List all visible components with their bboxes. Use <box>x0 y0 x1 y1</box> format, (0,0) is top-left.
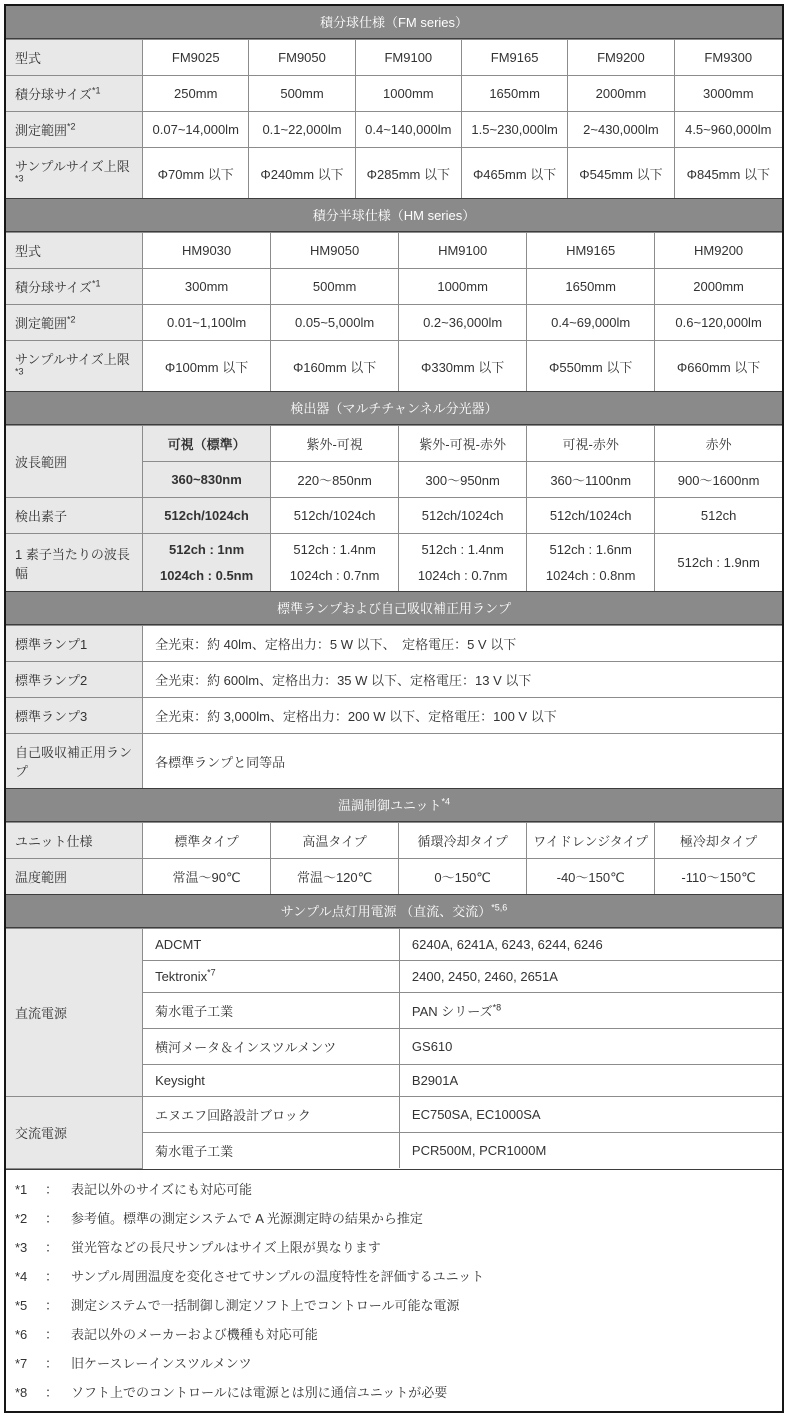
row-label-cell: サンプルサイズ上限$^{*3}$ <box>6 148 143 199</box>
value-cell: Φ545mm 以下 <box>568 148 674 199</box>
row-label-cell: 測定範囲$^{*2}$ <box>6 112 143 148</box>
value-cell: Φ285mm 以下 <box>355 148 461 199</box>
section-title: 積分球仕様（FM series） <box>319 15 469 30</box>
value-cell: 全光束：約 600lm、定格出力：35 W 以下、定格電圧：13 V 以下 <box>143 662 782 698</box>
footnote-number: *4 <box>15 1268 28 1284</box>
value-cell: Keysight <box>143 1065 400 1097</box>
footnote-separator: ： <box>45 1355 59 1371</box>
spec-sheet <box>4 4 784 1413</box>
value-cell: ADCMT <box>143 929 400 961</box>
section-header <box>6 788 782 822</box>
value-cell: 500mm <box>271 269 399 305</box>
value-cell: 1000mm <box>355 76 461 112</box>
value-cell: 3000mm <box>674 76 782 112</box>
value-line: 1024ch : 0.8nm <box>545 568 636 583</box>
value-cell: 各標準ランプと同等品 <box>143 734 782 789</box>
value-cell: PAN シリーズ$^{*8}$ <box>399 993 782 1029</box>
value-cell: 1000mm <box>399 269 527 305</box>
value-cell: 1650mm <box>461 76 567 112</box>
footnote-separator: ： <box>45 1181 59 1197</box>
value-line: 1024ch : 0.7nm <box>289 568 380 583</box>
value-cell: 500mm <box>249 76 355 112</box>
row-label-cell: ユニット仕様 <box>6 823 143 859</box>
value-cell: 2~430,000lm <box>568 112 674 148</box>
value-cell: 360~830nm <box>143 462 271 498</box>
value-line: 1024ch : 0.5nm <box>159 568 254 583</box>
footnote-text: サンプル周囲温度を変化させてサンプルの温度特性を評価するユニット <box>71 1268 485 1284</box>
section-header <box>6 198 782 232</box>
spec-table <box>6 625 782 788</box>
table-row <box>6 698 782 734</box>
footnote-separator: ： <box>45 1268 59 1284</box>
row-label-cell: 型式 <box>6 233 143 269</box>
footnote-ref: *2 <box>67 314 76 325</box>
value-cell: 0.6~120,000lm <box>655 305 782 341</box>
value-cell: EC750SA, EC1000SA <box>399 1097 782 1133</box>
footnote-ref: *7 <box>207 967 216 978</box>
footnote-text: 参考値。標準の測定システムで A 光源測定時の結果から推定 <box>71 1210 423 1226</box>
footnote-separator: ： <box>45 1210 59 1226</box>
value-line: 1024ch : 0.7nm <box>417 568 508 583</box>
table-row <box>6 929 782 961</box>
footnote-ref: *3 <box>15 173 24 184</box>
value-cell: 512ch : 1.9nm <box>655 534 782 592</box>
value-cell: 常温～90℃ <box>143 859 271 895</box>
value-cell: 512ch/1024ch <box>399 498 527 534</box>
value-cell: Φ240mm 以下 <box>249 148 355 199</box>
table-row <box>6 1097 782 1133</box>
value-cell: 紫外-可視 <box>271 426 399 462</box>
section-title-footnote-ref: *4 <box>441 796 450 807</box>
section-title: 検出器（マルチチャンネル分光器） <box>290 401 498 416</box>
footnote-ref: *3 <box>15 366 24 377</box>
value-cell: FM9300 <box>674 40 782 76</box>
row-label-cell: 1 素子当たりの波長幅 <box>6 534 143 592</box>
value-cell: B2901A <box>399 1065 782 1097</box>
footnote-text: 蛍光管などの長尺サンプルはサイズ上限が異なります <box>71 1239 381 1255</box>
value-cell: HM9100 <box>399 233 527 269</box>
value-cell: HM9050 <box>271 233 399 269</box>
value-cell: 300〜950nm <box>399 462 527 498</box>
value-cell: HM9030 <box>143 233 271 269</box>
value-line: 512ch : 1.4nm <box>293 542 376 557</box>
value-cell: Tektronix$^{*7}$ <box>143 961 400 993</box>
table-row <box>6 859 782 895</box>
row-label-cell: 標準ランプ1 <box>6 626 143 662</box>
section-title: 標準ランプおよび自己吸収補正用ランプ <box>276 601 511 616</box>
row-label-cell: 波長範囲 <box>6 426 143 498</box>
value-cell: 0.01~1,100lm <box>143 305 271 341</box>
spec-table <box>6 425 782 591</box>
footnote-line <box>6 1377 782 1406</box>
value-cell: 赤外 <box>655 426 782 462</box>
table-row <box>6 823 782 859</box>
value-cell: FM9165 <box>461 40 567 76</box>
footnote-line <box>6 1290 782 1319</box>
row-label-cell: サンプルサイズ上限$^{*3}$ <box>6 341 143 392</box>
value-cell: 900〜1600nm <box>655 462 782 498</box>
row-label-cell: 積分球サイズ$^{*1}$ <box>6 76 143 112</box>
value-cell: 4.5~960,000lm <box>674 112 782 148</box>
value-cell: 512ch/1024ch <box>143 498 271 534</box>
footnote-ref: *8 <box>492 1002 502 1013</box>
value-line: 512ch : 1.6nm <box>549 542 632 557</box>
value-cell: 可視-赤外 <box>527 426 655 462</box>
value-cell: 全光束：約 40lm、定格出力：5 W 以下、 定格電圧：5 V 以下 <box>143 626 782 662</box>
table-row <box>6 734 782 789</box>
value-cell: 横河メータ＆インスツルメンツ <box>143 1029 400 1065</box>
row-label-cell: 標準ランプ2 <box>6 662 143 698</box>
footnote-number: *2 <box>15 1210 28 1226</box>
footnote-line <box>6 1203 782 1232</box>
value-cell: Φ660mm 以下 <box>655 341 782 392</box>
value-cell: FM9050 <box>249 40 355 76</box>
footnote-number: *7 <box>15 1355 28 1371</box>
row-label-cell: 標準ランプ3 <box>6 698 143 734</box>
value-cell: 菊水電子工業 <box>143 993 400 1029</box>
spec-table <box>6 928 782 1169</box>
footnote-line <box>6 1348 782 1377</box>
value-cell: Φ100mm 以下 <box>143 341 271 392</box>
value-cell: -40～150℃ <box>527 859 655 895</box>
value-cell: 2000mm <box>655 269 782 305</box>
table-row <box>6 662 782 698</box>
row-label-cell: 温度範囲 <box>6 859 143 895</box>
footnote-text: ソフト上でのコントロールには電源とは別に通信ユニットが必要 <box>71 1384 448 1400</box>
footnote-number: *5 <box>15 1297 28 1313</box>
value-cell <box>399 534 527 592</box>
value-cell: PCR500M, PCR1000M <box>399 1133 782 1169</box>
footnote-line <box>6 1261 782 1290</box>
spec-table <box>6 822 782 894</box>
value-cell: 高温タイプ <box>271 823 399 859</box>
value-cell: 0.07~14,000lm <box>143 112 249 148</box>
value-cell: ワイドレンジタイプ <box>527 823 655 859</box>
value-cell: 300mm <box>143 269 271 305</box>
footnote-line <box>6 1174 782 1203</box>
table-row <box>6 269 782 305</box>
value-cell: 1650mm <box>527 269 655 305</box>
value-cell: Φ550mm 以下 <box>527 341 655 392</box>
value-cell: Φ70mm 以下 <box>143 148 249 199</box>
table-row <box>6 305 782 341</box>
value-cell: 512ch/1024ch <box>527 498 655 534</box>
table-row <box>6 148 782 199</box>
value-cell: -110～150℃ <box>655 859 782 895</box>
value-cell: FM9100 <box>355 40 461 76</box>
row-label-cell: 測定範囲$^{*2}$ <box>6 305 143 341</box>
value-cell: 菊水電子工業 <box>143 1133 400 1169</box>
value-cell: 2400, 2450, 2460, 2651A <box>399 961 782 993</box>
value-cell: FM9200 <box>568 40 674 76</box>
value-cell: 標準タイプ <box>143 823 271 859</box>
section-header <box>6 591 782 625</box>
row-label-cell: 交流電源 <box>6 1097 143 1169</box>
footnote-line <box>6 1319 782 1348</box>
footnote-ref: *1 <box>91 85 101 96</box>
value-cell: 0.05~5,000lm <box>271 305 399 341</box>
section-title-footnote-ref: *5,6 <box>491 902 508 913</box>
footnote-line <box>6 1232 782 1261</box>
value-cell: 0.2~36,000lm <box>399 305 527 341</box>
footnote-number: *6 <box>15 1326 28 1342</box>
footnote-text: 表記以外のサイズにも対応可能 <box>71 1181 252 1197</box>
value-cell: 360〜1100nm <box>527 462 655 498</box>
table-row <box>6 498 782 534</box>
footnote-number: *1 <box>15 1181 28 1197</box>
section-title: 積分半球仕様（HM series） <box>312 208 476 223</box>
value-cell: 0～150℃ <box>399 859 527 895</box>
value-cell: 0.1~22,000lm <box>249 112 355 148</box>
spec-table <box>6 232 782 391</box>
value-cell: Φ160mm 以下 <box>271 341 399 392</box>
value-cell <box>271 534 399 592</box>
footnotes <box>6 1169 782 1411</box>
section-header <box>6 391 782 425</box>
value-cell: 6240A, 6241A, 6243, 6244, 6246 <box>399 929 782 961</box>
value-cell: 512ch/1024ch <box>271 498 399 534</box>
value-cell: 可視（標準） <box>143 426 271 462</box>
footnote-separator: ： <box>45 1384 59 1400</box>
table-row <box>6 233 782 269</box>
footnote-number: *8 <box>15 1384 28 1400</box>
value-cell: 250mm <box>143 76 249 112</box>
table-row <box>6 112 782 148</box>
value-cell <box>143 534 271 592</box>
section-title: サンプル点灯用電源 （直流、交流） <box>280 904 492 919</box>
section-title: 温調制御ユニット <box>338 798 442 813</box>
table-row <box>6 626 782 662</box>
footnote-text: 表記以外のメーカーおよび機種も対応可能 <box>71 1326 318 1342</box>
footnote-text: 測定システムで一括制御し測定ソフト上でコントロール可能な電源 <box>71 1297 460 1313</box>
row-label-cell: 検出素子 <box>6 498 143 534</box>
value-cell: 2000mm <box>568 76 674 112</box>
footnote-ref: *1 <box>91 278 101 289</box>
footnote-text: 旧ケースレーインスツルメンツ <box>71 1355 252 1371</box>
value-cell: 全光束：約 3,000lm、定格出力：200 W 以下、定格電圧：100 V 以下 <box>143 698 782 734</box>
row-label-cell: 直流電源 <box>6 929 143 1097</box>
value-cell: 常温～120℃ <box>271 859 399 895</box>
value-cell: 0.4~140,000lm <box>355 112 461 148</box>
footnote-separator: ： <box>45 1297 59 1313</box>
table-row <box>6 426 782 462</box>
value-cell: 循環冷却タイプ <box>399 823 527 859</box>
value-cell: HM9165 <box>527 233 655 269</box>
value-cell: 1.5~230,000lm <box>461 112 567 148</box>
value-cell: 0.4~69,000lm <box>527 305 655 341</box>
section-header <box>6 6 782 39</box>
value-cell: エヌエフ回路設計ブロック <box>143 1097 400 1133</box>
footnote-number: *3 <box>15 1239 28 1255</box>
table-row <box>6 534 782 592</box>
value-cell: 220〜850nm <box>271 462 399 498</box>
value-cell <box>527 534 655 592</box>
footnote-separator: ： <box>45 1326 59 1342</box>
value-cell: 極冷却タイプ <box>655 823 782 859</box>
row-label-cell: 自己吸収補正用ランプ <box>6 734 143 789</box>
section-header <box>6 894 782 928</box>
spec-tables <box>6 6 782 1169</box>
table-row <box>6 76 782 112</box>
row-label-cell: 型式 <box>6 40 143 76</box>
spec-table <box>6 39 782 198</box>
footnote-separator: ： <box>45 1239 59 1255</box>
table-row <box>6 341 782 392</box>
value-cell: Φ465mm 以下 <box>461 148 567 199</box>
value-cell: FM9025 <box>143 40 249 76</box>
value-cell: 512ch <box>655 498 782 534</box>
footnote-ref: *2 <box>67 121 76 132</box>
value-line: 512ch : 1nm <box>169 542 245 557</box>
table-row <box>6 40 782 76</box>
value-cell: 紫外-可視-赤外 <box>399 426 527 462</box>
value-cell: Φ845mm 以下 <box>674 148 782 199</box>
row-label-cell: 積分球サイズ$^{*1}$ <box>6 269 143 305</box>
value-cell: GS610 <box>399 1029 782 1065</box>
value-cell: Φ330mm 以下 <box>399 341 527 392</box>
value-line: 512ch : 1.4nm <box>421 542 504 557</box>
value-cell: HM9200 <box>655 233 782 269</box>
